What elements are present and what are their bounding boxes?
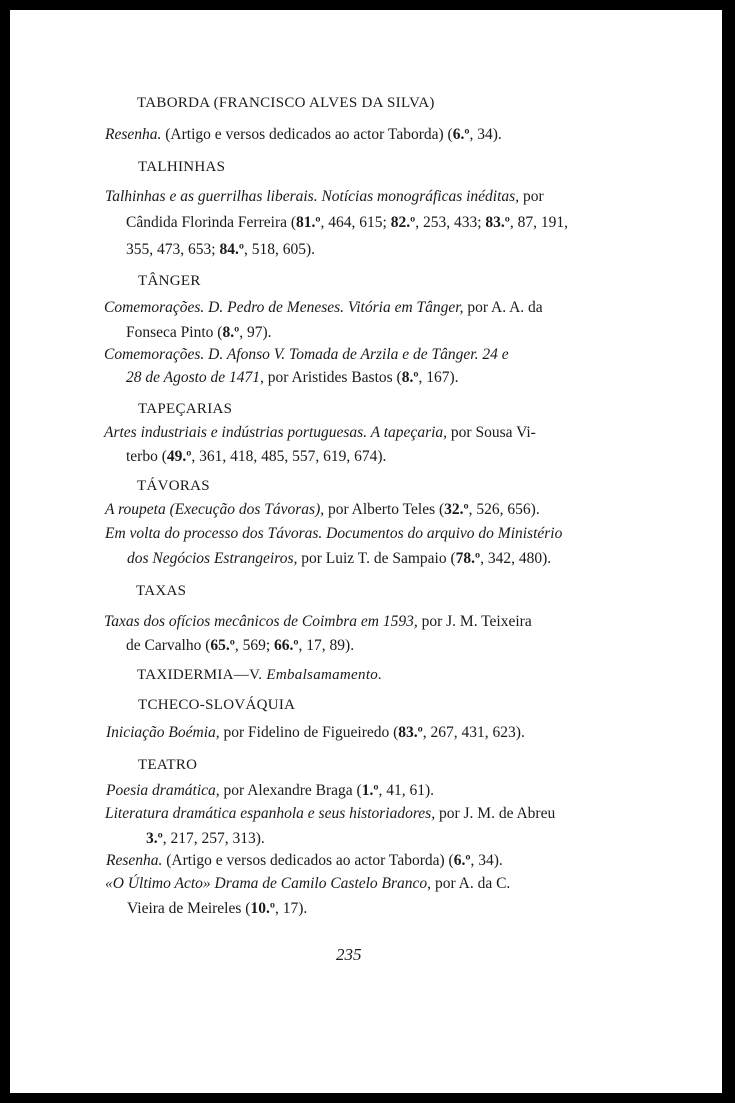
entry-talhinhas-line3: 355, 473, 653; 84.º, 518, 605). [126, 241, 315, 258]
entry-teatro-4-line1: «O Último Acto» Drama de Camilo Castelo Branco, por A. da C. [105, 875, 511, 892]
heading-tanger: TÂNGER [138, 273, 201, 289]
entry-taborda-resenha: Resenha. (Artigo e versos dedicados ao actor Taborda) (6.º, 34). [105, 126, 502, 143]
entry-teatro-2-line1: Literatura dramática espanhola e seus historiadores, por J. M. de Abreu [105, 805, 556, 822]
heading-taxidermia: TAXIDERMIA—V. Embalsamamento. [137, 667, 383, 683]
entry-tavoras-1: A roupeta (Execução dos Távoras), por Alberto Teles (32.º, 526, 656). [105, 501, 540, 518]
heading-tavoras: TÁVORAS [137, 478, 210, 494]
heading-tcheco-slovaquia: TCHECO-SLOVÁQUIA [138, 697, 296, 713]
heading-tapecarias: TAPEÇARIAS [138, 401, 233, 417]
entry-talhinhas-line1: Talhinhas e as guerrilhas liberais. Notícias monográficas inéditas, por [105, 188, 544, 205]
heading-teatro: TEATRO [138, 757, 198, 773]
entry-tapecarias-line2: terbo (49.º, 361, 418, 485, 557, 619, 674). [126, 448, 387, 465]
heading-taxas: TAXAS [136, 583, 187, 599]
entry-teatro-4-line2: Vieira de Meireles (10.º, 17). [127, 900, 308, 917]
entry-tcheco-1: Iniciação Boémia, por Fidelino de Figueiredo (83.º, 267, 431, 623). [106, 724, 525, 741]
entry-tanger-1-line2: Fonseca Pinto (8.º, 97). [126, 324, 272, 341]
document-page [10, 10, 722, 1093]
entry-teatro-3: Resenha. (Artigo e versos dedicados ao actor Taborda) (6.º, 34). [106, 852, 503, 869]
entry-teatro-2-line2: 3.º, 217, 257, 313). [146, 830, 265, 847]
entry-teatro-1: Poesia dramática, por Alexandre Braga (1.º, 41, 61). [106, 782, 434, 799]
entry-tapecarias-line1: Artes industriais e indústrias portuguesas. A tapeçaria, por Sousa Vi- [104, 424, 536, 441]
entry-tanger-1-line1: Comemorações. D. Pedro de Meneses. Vitória em Tânger, por A. A. da [104, 299, 543, 316]
entry-tavoras-2-line1: Em volta do processo dos Távoras. Documentos do arquivo do Ministério [105, 525, 563, 542]
entry-tavoras-2-line2: dos Negócios Estrangeiros, por Luiz T. de Sampaio (78.º, 342, 480). [127, 550, 552, 567]
entry-taxas-line2: de Carvalho (65.º, 569; 66.º, 17, 89). [126, 637, 355, 654]
entry-tanger-2-line2: 28 de Agosto de 1471, por Aristides Bastos (8.º, 167). [126, 369, 459, 386]
entry-tanger-2-line1: Comemorações. D. Afonso V. Tomada de Arzila e de Tânger. 24 e [104, 346, 509, 363]
heading-taborda: TABORDA (FRANCISCO ALVES DA SILVA) [137, 95, 435, 111]
entry-talhinhas-line2: Cândida Florinda Ferreira (81.º, 464, 615; 82.º, 253, 433; 83.º, 87, 191, [126, 214, 569, 231]
page-number: 235 [336, 945, 362, 964]
entry-taxas-line1: Taxas dos ofícios mecânicos de Coimbra em 1593, por J. M. Teixeira [104, 613, 532, 630]
heading-talhinhas: TALHINHAS [138, 159, 226, 175]
